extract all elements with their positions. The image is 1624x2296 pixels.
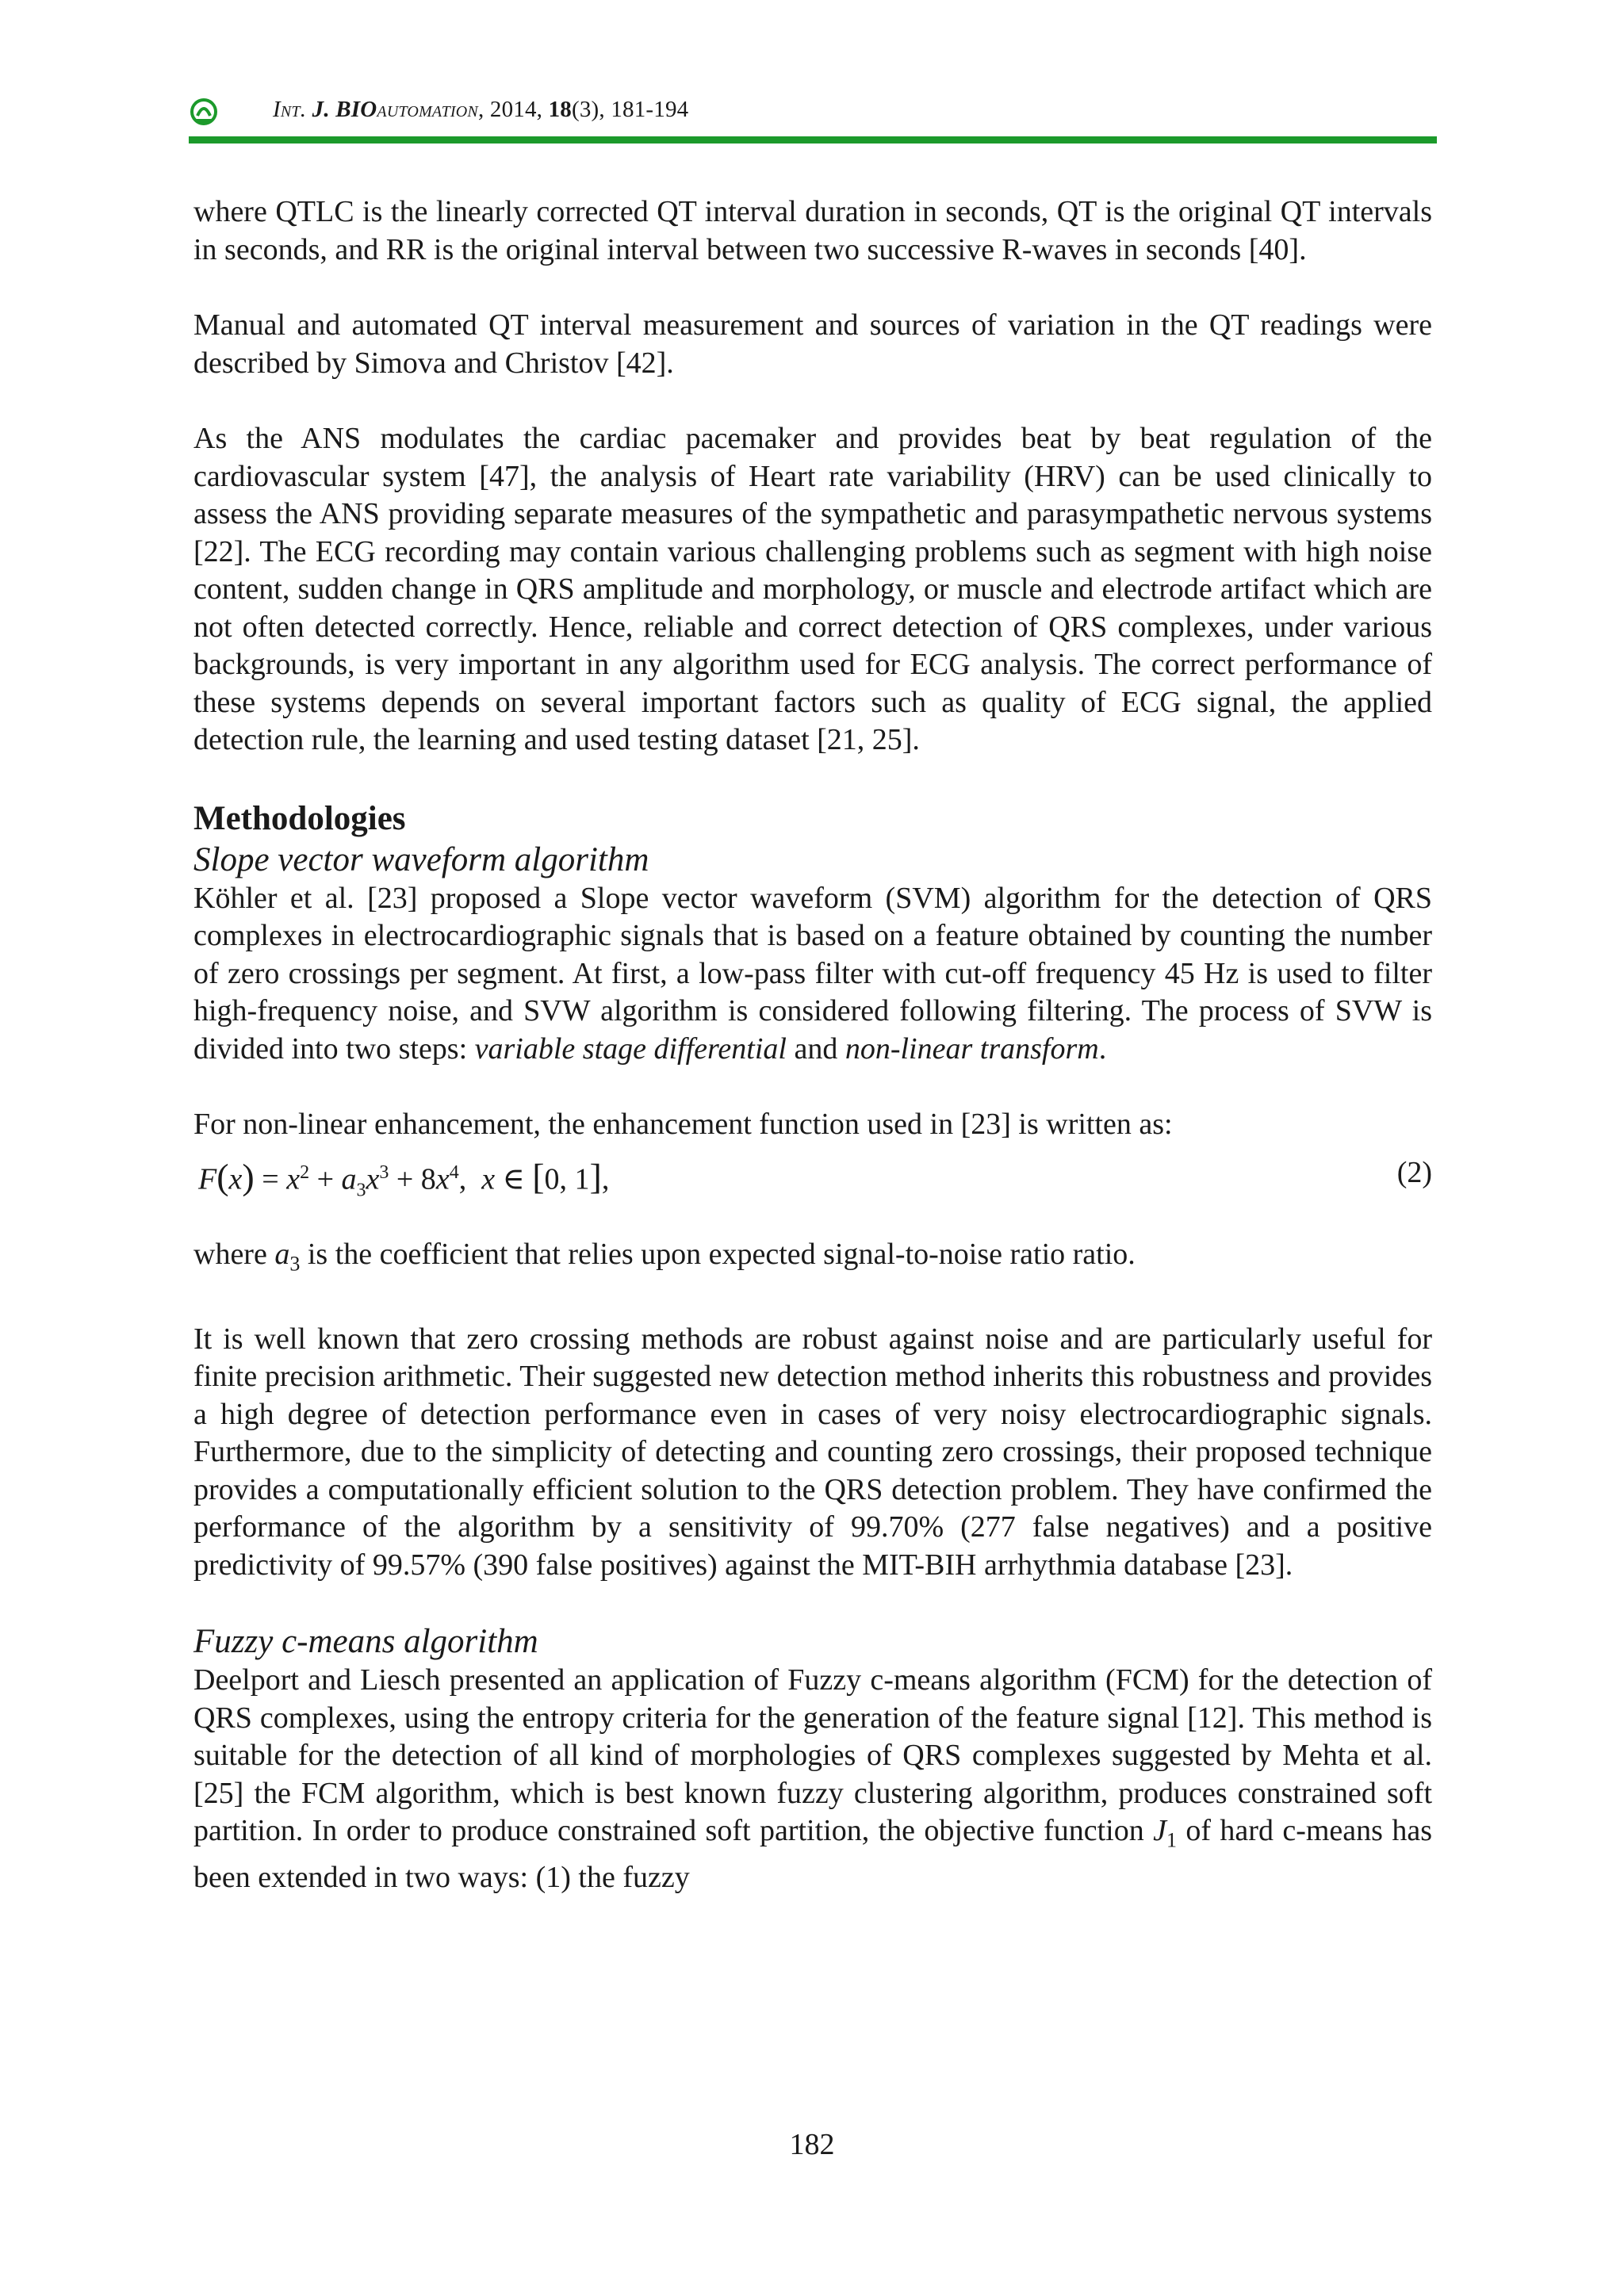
journal-logo-icon — [190, 98, 217, 125]
coef-sub: 3 — [289, 1252, 301, 1276]
paragraph-ans-hrv: As the ANS modulates the cardiac pacemaker and provides beat by beat regulation of the cardiovascular system [47], the analysis of Heart rate variability (HRV) can be used clinically to assess the ANS providing separate measures of the sympathetic and parasympathetic nervous systems [22]. The ECG recording may contain various challenging problems such as segment with high noise content, sudden change in QRS amplitude and morphology, or muscle and electrode artifact which are not often detected correctly. Hence, reliable and correct detection of QRS complexes, under various backgrounds, is very important in any algorithm used for ECG analysis. The correct performance of these systems depends on several important factors such as quality of ECG signal, the applied detection rule, the learning and used testing dataset [21, 25]. — [193, 422, 1432, 756]
equation-body: $F(x) = x^2 + a_3x^3 + 8x^4$, x ∈ [0, 1], — [198, 1156, 610, 1200]
paragraph-svw-italic-1: variable stage differential — [474, 1031, 787, 1066]
fcm-sub: 1 — [1166, 1828, 1177, 1852]
journal-prefix: Int. — [273, 97, 307, 122]
page-number: 182 — [789, 2128, 835, 2161]
section-title: Methodologies — [193, 799, 406, 837]
paragraph-svw — [193, 880, 1432, 1069]
subsection-title-fcm: Fuzzy c-means algorithm — [193, 1623, 538, 1661]
paragraph-svw-italic-2: non-linear transform — [845, 1031, 1099, 1066]
journal-issue-pages: (3), 181-194 — [572, 97, 689, 122]
coef-pre: where — [193, 1237, 275, 1271]
paragraph-coefficient — [193, 1236, 1432, 1283]
paragraph-enhancement: For non-linear enhancement, the enhancement function used in [23] is written as: — [193, 1108, 1173, 1141]
journal-citation — [273, 97, 688, 123]
equation-2 — [193, 1149, 1432, 1200]
page-body — [193, 193, 1432, 1897]
journal-year: , 2014, — [477, 97, 549, 122]
fcm-var: J — [1153, 1814, 1166, 1848]
equation-number: (2) — [1396, 1155, 1432, 1189]
header-rule — [189, 136, 1437, 144]
paragraph-fcm — [193, 1662, 1432, 1897]
running-header — [190, 95, 1435, 135]
paragraph-zero-crossing: It is well known that zero crossing methods are robust against noise and are particularly useful for finite precision arithmetic. Their suggested new detection method inherits this robustness and provides a high degree of detection performance even in cases of very noisy electrocardiographic signals. Furthermore, due to the simplicity of detecting and counting zero crossings, their proposed technique provides a computationally efficient solution to the QRS detection problem. They have confirmed the performance of the algorithm by a sensitivity of 99.70% (277 false negatives) and a positive predictivity of 99.57% (390 false positives) against the MIT-BIH arrhythmia database [23]. — [193, 1322, 1432, 1582]
paragraph-svw-text: Köhler et al. [23] proposed a Slope vector waveform (SVM) algorithm for the detection of QRS complexes in electrocardiographic signals that is based on a feature obtained by counting the number of zero crossings per segment. At first, a low-pass filter with cut-off frequency 45 Hz is used to filter high-frequency noise, and SVW algorithm is considered following filtering. The process of SVW is divided into two steps: — [193, 881, 1432, 1066]
coef-var: a — [274, 1237, 290, 1271]
coef-post: is the coefficient that relies upon expected signal-to-noise ratio ratio. — [300, 1237, 1136, 1271]
journal-bio: BIO — [335, 97, 377, 122]
journal-automation: automation — [377, 97, 478, 122]
journal-j: J. — [312, 97, 330, 122]
subsection-title-svw: Slope vector waveform algorithm — [193, 840, 649, 878]
paragraph-svw-end: . — [1098, 1031, 1107, 1066]
journal-volume: 18 — [548, 97, 572, 122]
fcm-end: of hard c-means has been extended in two ways: (1) the fuzzy — [193, 1814, 1432, 1895]
paragraph-qtlc: where QTLC is the linearly corrected QT interval duration in seconds, QT is the original QT intervals in seconds, and RR is the original interval between two successive R-waves in seconds [40]. — [193, 195, 1432, 266]
paragraph-qt-measurement: Manual and automated QT interval measurement and sources of variation in the QT readings were described by Simova and Christov [42]. — [193, 308, 1432, 380]
paragraph-svw-and: and — [786, 1031, 845, 1066]
fcm-text: Deelport and Liesch presented an application of Fuzzy c-means algorithm (FCM) for the detection of QRS complexes, using the entropy criteria for the generation of the feature signal [12]. This method is suitable for the detection of all kind of morphologies of QRS complexes suggested by Mehta et al. [25] the FCM algorithm, which is best known fuzzy clustering algorithm, produces constrained soft partition. In order to produce constrained soft partition, the objective function — [193, 1663, 1432, 1848]
